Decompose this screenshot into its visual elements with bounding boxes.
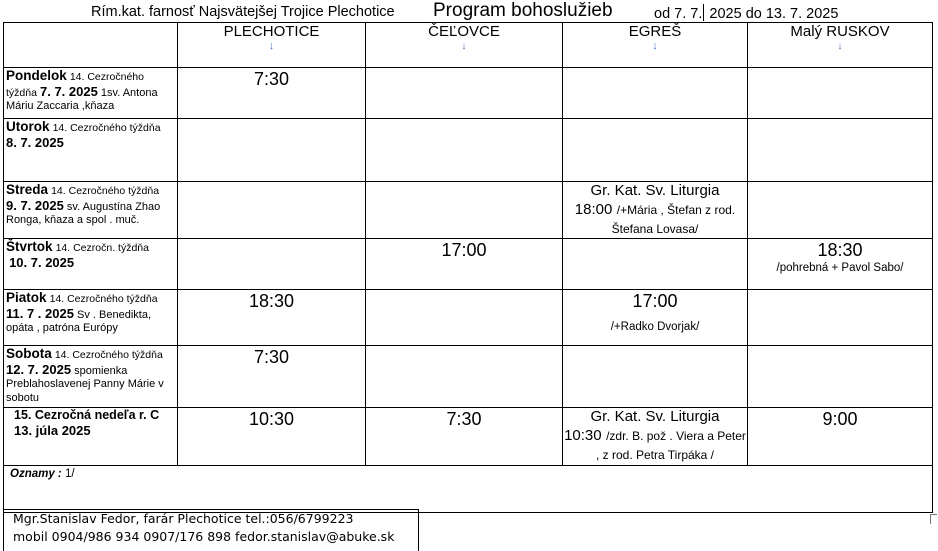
feast-label: Sv . Benedikta, opáta , patróna Európy (6, 308, 152, 334)
feast-label: sv. Augustína Zhao Ronga, kňaza a spol . muč. (6, 200, 161, 226)
day-cell-tuesday (4, 119, 178, 182)
week-label: 14. Cezročného týždňa (6, 71, 144, 99)
mass-time: 10:30 (564, 427, 602, 444)
week-label: 14. Cezročného týždňa (49, 293, 158, 305)
mass-time: 18:00 (574, 201, 613, 218)
document-header (0, 2, 938, 24)
mass-time: 18:30 (817, 240, 863, 260)
announcements-text: 1/ (64, 468, 75, 480)
slot-plechotice (178, 68, 366, 119)
slot-plechotice (178, 239, 366, 290)
column-header-ruskov (748, 23, 933, 68)
announcements-cell (4, 466, 933, 513)
day-cell-wednesday (4, 182, 178, 239)
announcements-label: Oznamy : (10, 468, 62, 480)
contact-line-1: Mgr.Stanislav Fedor, farár Plechotice tel.:056/6799223 (13, 511, 354, 526)
day-date: 13. júla 2025 (14, 422, 91, 438)
date-range-end: 2025 do 13. 7. 2025 (705, 6, 839, 22)
announcements-row (4, 466, 933, 513)
slot-plechotice (178, 408, 366, 466)
day-name: Štvrtok (6, 239, 53, 254)
day-name: Streda (6, 182, 49, 197)
parish-name: Rím.kat. farnosť Najsvätejšej Trojice Plechotice (91, 4, 395, 20)
slot-plechotice (178, 346, 366, 408)
column-label: ČEĽOVCE (428, 23, 500, 40)
mass-time: 18:30 (248, 291, 295, 311)
sunday-name: 15. Cezročná nedeľa r. C (14, 408, 160, 422)
column-header-plechotice (178, 23, 366, 68)
intention-note: /+Mária , Štefan z rod. Štefana Lovasa/ (611, 203, 736, 236)
column-header-celovce (366, 23, 563, 68)
table-row (4, 290, 933, 346)
feast-label: 1sv. Antona Máriu Zaccaria ,kňaza (6, 86, 158, 112)
day-name: Pondelok (6, 68, 67, 83)
day-name: Piatok (6, 290, 47, 305)
column-header-row (4, 23, 933, 68)
day-date: 9. 7. 2025 (6, 197, 64, 213)
slot-egres (563, 346, 748, 408)
column-label: PLECHOTICE (223, 23, 320, 40)
day-date: 10. 7. 2025 (9, 254, 75, 270)
mass-time: 10:30 (248, 409, 295, 429)
day-name: Utorok (6, 119, 50, 134)
corner-cell (4, 23, 178, 68)
slot-celovce (366, 68, 563, 119)
date-range (654, 4, 838, 22)
week-label: 14. Cezročného týždňa (52, 122, 161, 134)
liturgy-label: Gr. Kat. Sv. Liturgia (590, 182, 720, 199)
slot-plechotice (178, 290, 366, 346)
intention-note: /pohrebná + Pavol Sabo/ (776, 262, 904, 274)
contact-footer (3, 509, 419, 551)
day-date: 7. 7. 2025 (40, 83, 98, 99)
slot-ruskov (748, 182, 933, 239)
date-range-start: od 7. 7. (654, 6, 703, 22)
slot-celovce (366, 290, 563, 346)
schedule-table (3, 22, 933, 513)
mass-time: 17:00 (632, 291, 678, 311)
slot-celovce (366, 346, 563, 408)
slot-celovce (366, 119, 563, 182)
slot-ruskov (748, 290, 933, 346)
slot-plechotice (178, 182, 366, 239)
mass-time: 9:00 (822, 409, 858, 429)
program-title: Program bohoslužieb (433, 0, 613, 21)
day-name: Sobota (6, 346, 52, 361)
table-row (4, 239, 933, 290)
table-row (4, 68, 933, 119)
slot-egres (563, 408, 748, 466)
slot-celovce (366, 239, 563, 290)
slot-ruskov (748, 119, 933, 182)
column-header-egres (563, 23, 748, 68)
mass-time: 7:30 (446, 409, 482, 429)
day-cell-sunday (4, 408, 178, 466)
page-corner-marker (930, 514, 937, 524)
intention-note: /zdr. B. pož . Viera a Peter , z rod. Petra Tirpáka / (595, 429, 746, 462)
day-date: 8. 7. 2025 (6, 134, 64, 150)
week-label: 14. Cezročn. týždňa (55, 242, 149, 254)
table-row (4, 182, 933, 239)
week-label: 14. Cezročného týždňa (51, 185, 160, 197)
arrow-down-icon: ↓ (837, 40, 843, 52)
day-date: 11. 7 . 2025 (6, 305, 74, 321)
week-label: 14. Cezročného týždňa (54, 349, 163, 361)
table-row (4, 408, 933, 466)
table-row (4, 346, 933, 408)
slot-plechotice (178, 119, 366, 182)
slot-egres (563, 239, 748, 290)
liturgy-label: Gr. Kat. Sv. Liturgia (590, 408, 720, 425)
column-label: EGREŠ (628, 23, 682, 40)
intention-note: /+Radko Dvorjak/ (610, 321, 700, 333)
mass-time: 7:30 (253, 69, 290, 89)
slot-egres (563, 119, 748, 182)
slot-ruskov (748, 346, 933, 408)
slot-egres (563, 182, 748, 239)
feast-label: spomienka Preblahoslavenej Panny Márie v sobotu (6, 364, 164, 404)
table-row (4, 119, 933, 182)
slot-ruskov (748, 239, 933, 290)
mass-time: 17:00 (441, 240, 487, 260)
day-cell-saturday (4, 346, 178, 408)
column-label: Malý RUSKOV (790, 23, 890, 40)
arrow-down-icon: ↓ (652, 40, 658, 52)
slot-egres (563, 68, 748, 119)
slot-ruskov (748, 68, 933, 119)
arrow-down-icon: ↓ (268, 40, 275, 52)
slot-egres (563, 290, 748, 346)
contact-line-2: mobil 0904/986 934 0907/176 898 fedor.stanislav@abuke.sk (13, 529, 395, 544)
slot-celovce (366, 182, 563, 239)
day-date: 12. 7. 2025 (6, 361, 72, 377)
day-cell-friday (4, 290, 178, 346)
day-cell-monday (4, 68, 178, 119)
slot-celovce (366, 408, 563, 466)
arrow-down-icon: ↓ (461, 40, 467, 52)
mass-time: 7:30 (253, 347, 290, 367)
slot-ruskov (748, 408, 933, 466)
day-cell-thursday (4, 239, 178, 290)
